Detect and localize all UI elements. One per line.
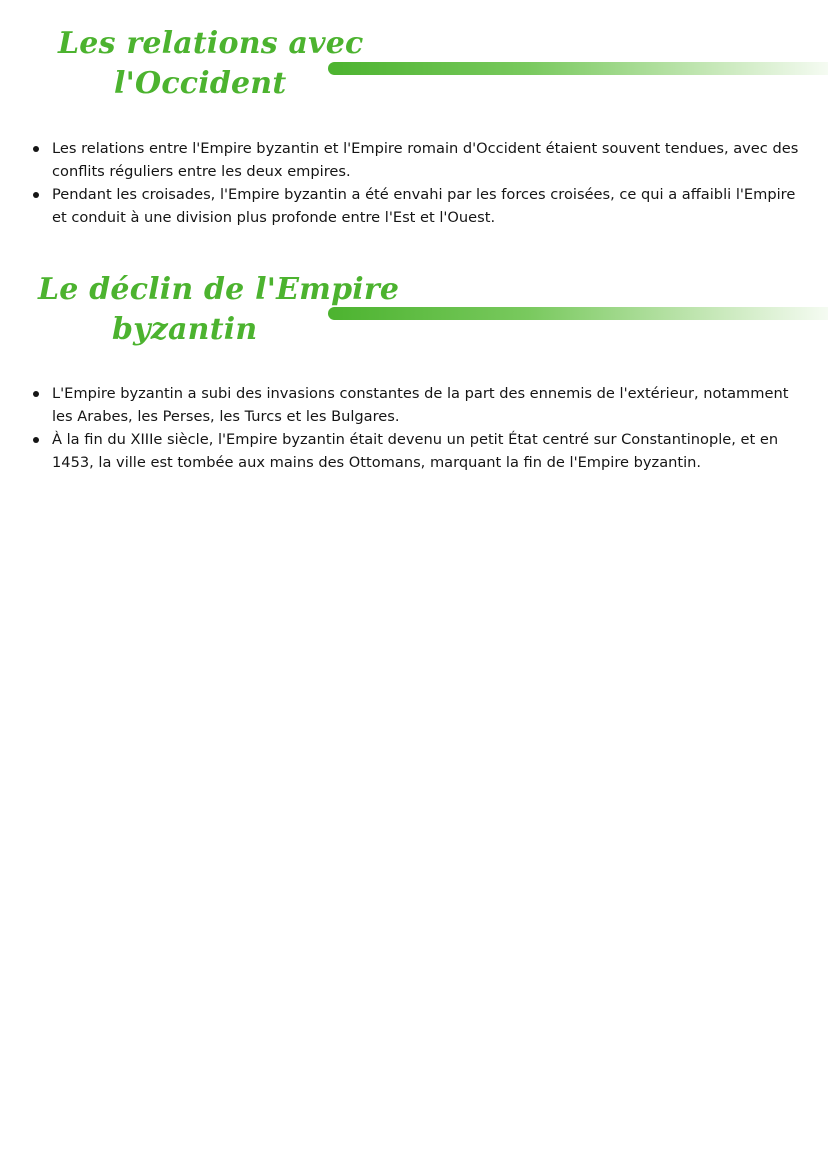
section-title-line: Le déclin de l'Empire: [38, 272, 400, 307]
section-divider-bar: [328, 307, 828, 320]
bullet-dot-icon: [33, 437, 39, 443]
list-item: [32, 428, 810, 474]
bullet-list-declin: [32, 382, 810, 474]
bullet-list-relations: [32, 137, 810, 229]
bullet-dot-icon: [33, 146, 39, 152]
bullet-dot-icon: [33, 192, 39, 198]
list-item-text: L'Empire byzantin a subi des invasions constantes de la part des ennemis de l'extérieur, notamment les Arabes, les Perses, les Turcs et les Bulgares.: [52, 385, 789, 425]
list-item: [32, 137, 810, 183]
list-item: [32, 183, 810, 229]
section-title-line: byzantin: [112, 312, 258, 347]
list-item: [32, 382, 810, 428]
list-item-text: Pendant les croisades, l'Empire byzantin a été envahi par les forces croisées, ce qui a affaibli l'Empire et conduit à une division plus profonde entre l'Est et l'Ouest.: [52, 186, 796, 226]
list-item-text: Les relations entre l'Empire byzantin et l'Empire romain d'Occident étaient souvent tendues, avec des conflits réguliers entre les deux empires.: [52, 140, 799, 180]
section-title-relations: [58, 24, 363, 104]
section-title-line: Les relations avec: [58, 26, 364, 61]
bullet-dot-icon: [33, 391, 39, 397]
section-title-line: l'Occident: [114, 66, 287, 101]
section-divider-bar: [328, 62, 828, 75]
list-item-text: À la fin du XIIIe siècle, l'Empire byzantin était devenu un petit État centré sur Constantinople, et en 1453, la ville est tombée aux mains des Ottomans, marquant la fin de l'Empire byzantin.: [52, 431, 779, 471]
